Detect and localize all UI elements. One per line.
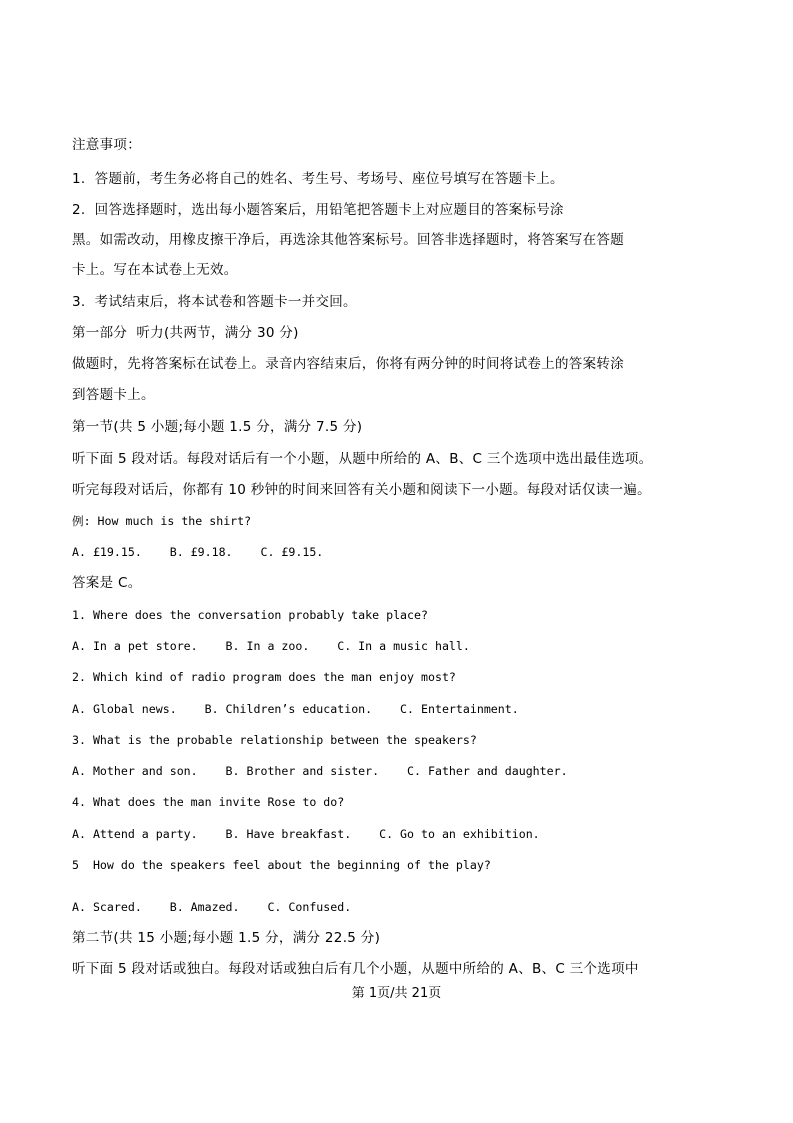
section1-title: 第一节(共 5 小题;每小题 1.5 分，满分 7.5 分) <box>72 419 363 435</box>
question-5: 5 How do the speakers feel about the beginning of the play? <box>72 858 491 872</box>
question-5-options: A. Scared. B. Amazed. C. Confused. <box>72 900 352 914</box>
page-number: 第 1页/共 21页 <box>351 986 442 1001</box>
part1-instruction-a: 做题时，先将答案标在试卷上。录音内容结束后，你将有两分钟的时间将试卷上的答案转涂 <box>72 356 624 372</box>
question-3: 3. What is the probable relationship between the speakers? <box>72 733 477 747</box>
example-answer: 答案是 C。 <box>72 575 142 591</box>
question-1: 1. Where does the conversation probably take place? <box>72 608 428 622</box>
notice-item-2a: 2. 回答选择题时，选出每小题答案后，用铅笔把答题卡上对应题目的答案标号涂 <box>72 202 564 218</box>
example-options: A. £19.15. B. £9.18. C. £9.15. <box>72 545 324 559</box>
question-4: 4. What does the man invite Rose to do? <box>72 795 345 809</box>
notice-heading: 注意事项： <box>72 137 141 153</box>
section1-instruction-b: 听完每段对话后，你都有 10 秒钟的时间来回答有关小题和阅读下一小题。每段对话仅读一遍。 <box>72 482 651 498</box>
section2-title: 第二节(共 15 小题;每小题 1.5 分，满分 22.5 分) <box>72 930 381 946</box>
question-1-options: A. In a pet store. B. In a zoo. C. In a music hall. <box>72 639 470 653</box>
notice-item-2b: 黑。如需改动，用橡皮擦干净后，再选涂其他答案标号。回答非选择题时，将答案写在答题 <box>72 232 624 248</box>
question-2-options: A. Global news. B. Children’s education. C. Entertainment. <box>72 702 519 716</box>
example-question: 例: How much is the shirt? <box>72 514 252 528</box>
section1-instruction-a: 听下面 5 段对话。每段对话后有一个小题，从题中所给的 A、B、C 三个选项中选出最佳选项。 <box>72 451 653 467</box>
question-4-options: A. Attend a party. B. Have breakfast. C. Go to an exhibition. <box>72 827 540 841</box>
notice-item-3: 3. 考试结束后，将本试卷和答题卡一并交回。 <box>72 294 357 310</box>
part1-title: 第一部分 听力(共两节，满分 30 分) <box>72 325 299 341</box>
question-3-options: A. Mother and son. B. Brother and sister. C. Father and daughter. <box>72 764 568 778</box>
section2-instruction: 听下面 5 段对话或独白。每段对话或独白后有几个小题，从题中所给的 A、B、C 三个选项中 <box>72 961 639 977</box>
notice-item-2c: 卡上。写在本试卷上无效。 <box>72 262 238 278</box>
part1-instruction-b: 到答题卡上。 <box>72 387 155 403</box>
question-2: 2. Which kind of radio program does the man enjoy most? <box>72 670 456 684</box>
notice-item-1: 1. 答题前，考生务必将自己的姓名、考生号、考场号、座位号填写在答题卡上。 <box>72 171 564 187</box>
